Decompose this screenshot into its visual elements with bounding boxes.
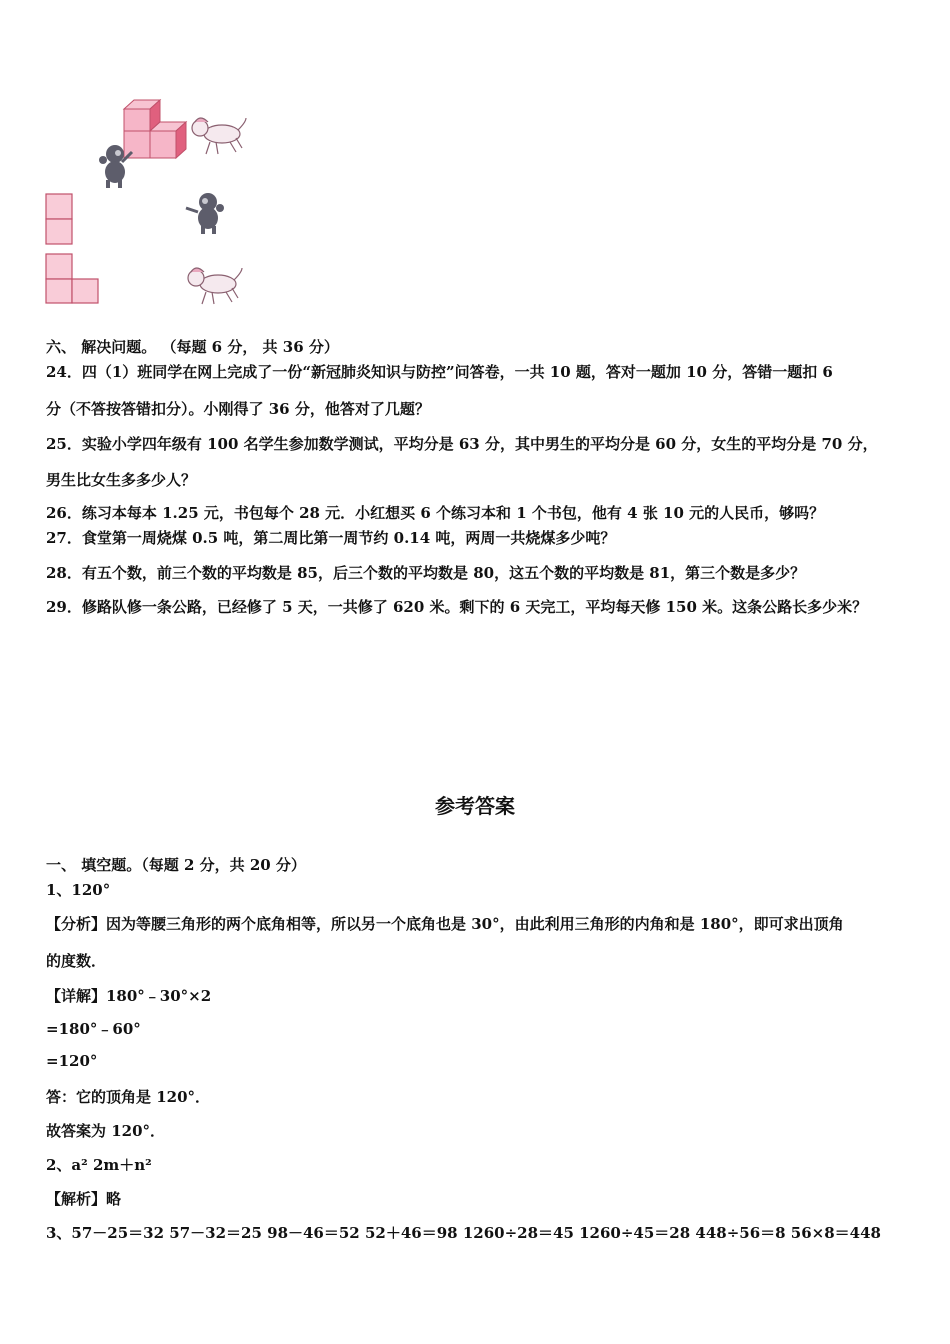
answer-2-analysis: 【解析】略: [46, 1190, 122, 1208]
question-29: 29．修路队修一条公路，已经修了 5 天，一共修了 620 米。剩下的 6 天完工，平均每天修 150 米。这条公路长多少米？: [46, 598, 868, 616]
question-24-line2: 分（不答按答错扣分）。小刚得了 36 分，他答对了几题？: [46, 400, 430, 418]
cube-views-figure: [40, 92, 270, 312]
front-view: [46, 194, 72, 244]
side-view: [46, 254, 98, 303]
answer-statement: 答：它的顶角是 120°．: [46, 1088, 211, 1106]
answers-heading: 参考答案: [435, 794, 515, 818]
dog-icon: [188, 268, 242, 304]
final-answer: 故答案为 120°．: [46, 1122, 166, 1140]
question-24-line1: 24．四（1）班同学在网上完成了一份“新冠肺炎知识与防控”问答卷，一共 10 题，答对一题加 10 分，答错一题扣 6: [46, 363, 833, 381]
monkey-icon: [186, 193, 224, 234]
answer-3: 3、57－25＝32 57－32＝25 98－46＝52 52＋46＝98 1260÷28＝45 1260÷45＝28 448÷56＝8 56×8＝448: [46, 1224, 881, 1242]
question-28: 28．有五个数，前三个数的平均数是 85，后三个数的平均数是 80，这五个数的平均数是 81，第三个数是多少？: [46, 564, 806, 582]
question-25-line1: 25．实验小学四年级有 100 名学生参加数学测试，平均分是 63 分，其中男生的平均分是 60 分，女生的平均分是 70 分，: [46, 435, 878, 453]
question-25-line2: 男生比女生多多少人？: [46, 471, 197, 489]
section-title: 六、 解决问题。 （每题 6 分， 共 36 分）: [46, 338, 339, 356]
detail-line: 【详解】180°﹣30°×2: [46, 987, 212, 1005]
dog-icon: [192, 118, 246, 154]
analysis-line1: 【分析】因为等腰三角形的两个底角相等，所以另一个底角也是 30°，由此利用三角形的内角和是 180°，即可求出顶角: [46, 915, 844, 933]
answer-2: 2、a² 2m＋n²: [46, 1156, 152, 1174]
analysis-line2: 的度数．: [46, 952, 107, 970]
answer-section-title: 一、 填空题。（每题 2 分，共 20 分）: [46, 856, 306, 874]
question-26: 26．练习本每本 1.25 元，书包每个 28 元．小红想买 6 个练习本和 1 个书包，他有 4 张 10 元的人民币，够吗？: [46, 504, 825, 522]
answer-1: 1、120°: [46, 881, 111, 899]
cube-stack: [124, 100, 186, 158]
question-27: 27．食堂第一周烧煤 0.5 吨，第二周比第一周节约 0.14 吨，两周一共烧煤多少吨？: [46, 529, 616, 547]
calc-step-2: =120°: [46, 1052, 98, 1070]
calc-step-1: =180°﹣60°: [46, 1020, 141, 1038]
